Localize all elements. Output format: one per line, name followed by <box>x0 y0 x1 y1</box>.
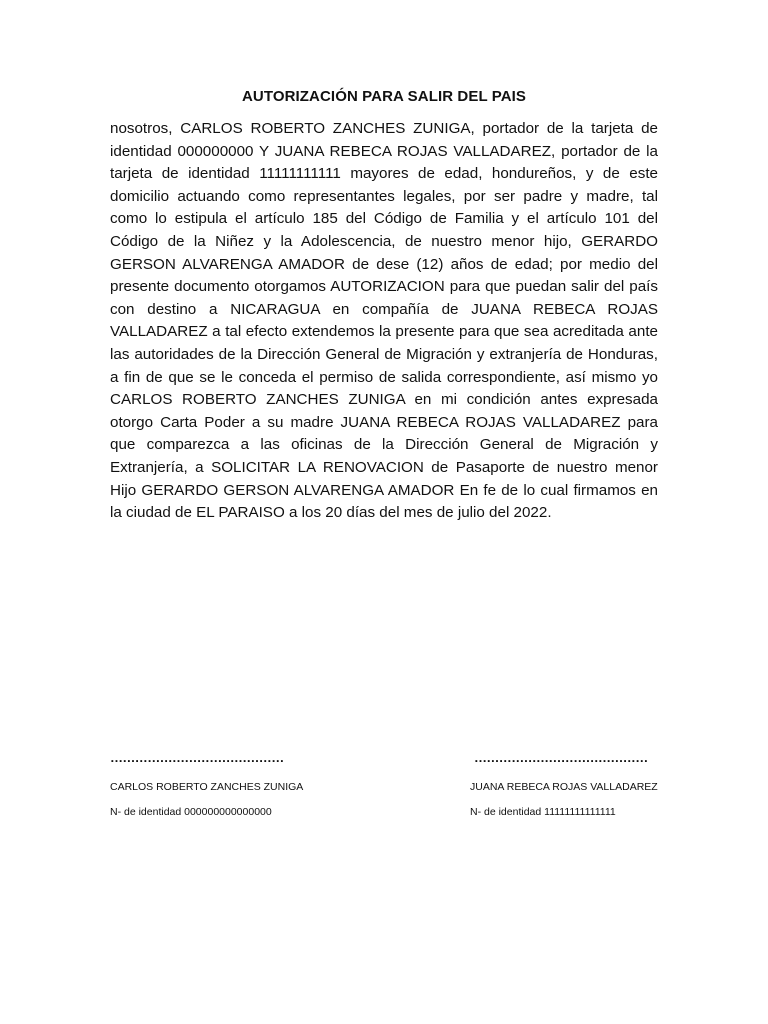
right-signer-id: N- de identidad 11111111111111 <box>470 806 616 818</box>
left-signer-name: CARLOS ROBERTO ZANCHES ZUNIGA <box>110 781 304 793</box>
authorization-body: nosotros, CARLOS ROBERTO ZANCHES ZUNIGA, portador de la tarjeta de identidad 000000000 Y JUANA REBECA ROJAS VALLADAREZ, portador de la tarjeta de identidad 11111111111 mayores de edad, hondureños, y de este domicilio actuando como representantes legales, por ser padre y madre, tal como lo estipula el artículo 185 del Código de Familia y el artículo 101 del Código de la Niñez y la Adolescencia, de nuestro menor hijo, GERARDO GERSON ALVARENGA AMADOR de dese (12) años de edad; por medio del presente documento otorgamos AUTORIZACION para que puedan salir del país con destino a NICARAGUA en compañía de JUANA REBECA ROJAS VALLADAREZ a tal efecto extendemos la presente para que sea acreditada ante las autoridades de la Dirección General de Migración y extranjería de Honduras, a fin de que se le conceda el permiso de salida correspondiente, así mismo yo CARLOS ROBERTO ZANCHES ZUNIGA en mi condición antes expresada otorgo Carta Poder a su madre JUANA REBECA ROJAS VALLADAREZ para que comparezca a las oficinas de la Dirección General de Migración y Extranjería, a SOLICITAR LA RENOVACION de Pasaporte de nuestro menor Hijo GERARDO GERSON ALVARENGA AMADOR En fe de lo cual firmamos en la ciudad de EL PARAISO a los 20 días del mes de julio del 2022. <box>110 120 658 522</box>
right-signature-line: …………………………………… <box>474 750 648 765</box>
left-signature-line: …………………………………… <box>110 750 284 765</box>
left-signer-id: N- de identidad 000000000000000 <box>110 806 272 818</box>
right-signer-name: JUANA REBECA ROJAS VALLADAREZ <box>470 781 658 793</box>
document-title: AUTORIZACIÓN PARA SALIR DEL PAIS <box>241 88 527 105</box>
